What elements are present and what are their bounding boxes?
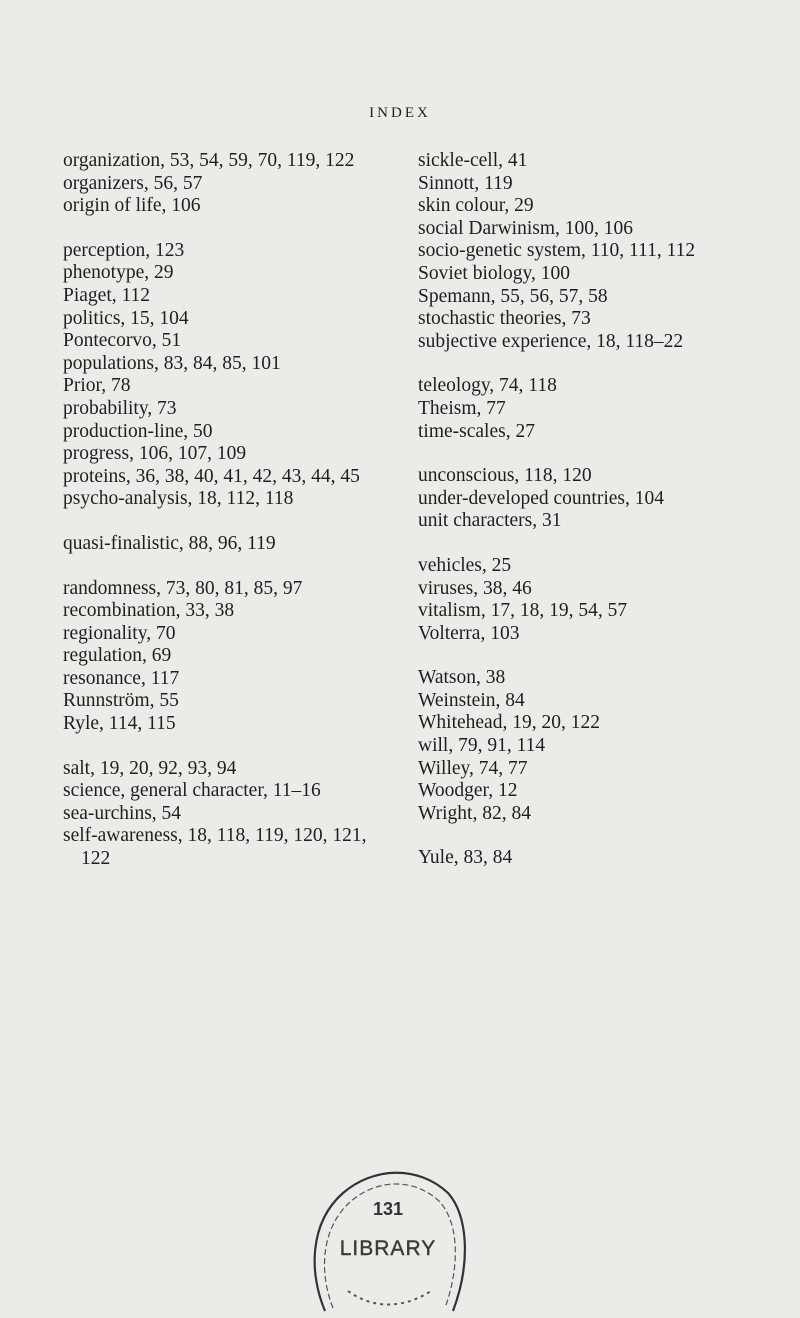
index-entry: progress, 106, 107, 109 [63,443,247,465]
index-entry: stochastic theories, 73 [418,308,591,330]
index-entry: Weinstein, 84 [418,689,525,711]
index-entry: sea-urchins, 54 [63,802,182,824]
index-entry: probability, 73 [63,397,177,419]
index-group [63,240,383,511]
index-group [63,578,383,736]
index-entry: Ryle, 114, 115 [63,713,176,735]
index-entry: organization, 53, 54, 59, 70, 119, 122 [63,150,355,171]
index-entry: sickle-cell, 41 [418,150,528,171]
index-entry: subjective experience, 18, 118–22 [418,330,684,352]
index-entry: unconscious, 118, 120 [418,465,592,487]
index-entry: Soviet biology, 100 [418,262,571,284]
index-entry: Theism, 77 [418,397,506,419]
page-title: INDEX [369,105,431,121]
index-entry: phenotype, 29 [63,262,174,284]
index-group [418,375,778,443]
index-entry: Woodger, 12 [418,780,518,802]
index-entry: Wright, 82, 84 [418,802,531,824]
index-entry: Sinnott, 119 [418,172,513,194]
index-entry: will, 79, 91, 114 [418,735,546,757]
library-stamp-icon [303,1163,473,1313]
stamp-label: LIBRARY [339,1237,437,1260]
index-entry: populations, 83, 84, 85, 101 [63,352,281,374]
index-entry: resonance, 117 [63,667,180,689]
index-entry: under-developed countries, 104 [418,487,664,509]
index-column-right [418,150,778,892]
index-entry: self-awareness, 18, 118, 119, 120, 121, 122 [63,825,367,870]
index-entry: perception, 123 [63,239,185,261]
index-entry: socio-genetic system, 110, 111, 112 [418,240,696,262]
index-entry: Willey, 74, 77 [418,757,528,779]
index-entry: vitalism, 17, 18, 19, 54, 57 [418,600,628,622]
index-group [418,667,778,825]
index-entry: teleology, 74, 118 [418,375,557,397]
index-entry: social Darwinism, 100, 106 [418,217,634,239]
index-entry: regionality, 70 [63,622,176,644]
index-entry: vehicles, 25 [418,554,512,576]
index-entry: viruses, 38, 46 [418,577,532,599]
index-entry: Runnström, 55 [63,690,179,712]
index-group [418,465,778,533]
index-entry: production-line, 50 [63,420,213,442]
index-entry: proteins, 36, 38, 40, 41, 42, 43, 44, 45 [63,465,360,487]
index-entry: politics, 15, 104 [63,307,189,329]
index-entry: unit characters, 31 [418,510,562,532]
index-entry: Whitehead, 19, 20, 122 [418,712,600,734]
index-entry: science, general character, 11–16 [63,780,321,802]
library-stamp [303,1163,473,1313]
index-group [63,533,383,556]
index-entry: Prior, 78 [63,375,131,397]
index-entry: time-scales, 27 [418,420,535,442]
index-entry: Pontecorvo, 51 [63,330,182,352]
index-group [63,150,383,218]
index-entry: Spemann, 55, 56, 57, 58 [418,285,608,307]
index-entry: skin colour, 29 [418,195,534,217]
index-entry: Yule, 83, 84 [418,847,513,869]
index-entry: organizers, 56, 57 [63,172,203,194]
stamp-page-number: 131 [372,1199,404,1219]
index-entry: recombination, 33, 38 [63,600,235,622]
index-entry: regulation, 69 [63,645,172,667]
index-column-left [63,150,383,893]
index-entry: Watson, 38 [418,667,506,689]
index-entry: salt, 19, 20, 92, 93, 94 [63,757,237,779]
index-entry: origin of life, 106 [63,195,201,217]
index-group [418,555,778,645]
index-group [418,150,778,353]
index-group [63,758,383,871]
index-entry: Piaget, 112 [63,284,151,306]
index-entry: Volterra, 103 [418,622,520,644]
index-group [418,847,778,870]
index-entry: psycho-analysis, 18, 112, 118 [63,488,294,510]
index-entry: quasi-finalistic, 88, 96, 119 [63,532,276,554]
index-entry: randomness, 73, 80, 81, 85, 97 [63,577,303,599]
